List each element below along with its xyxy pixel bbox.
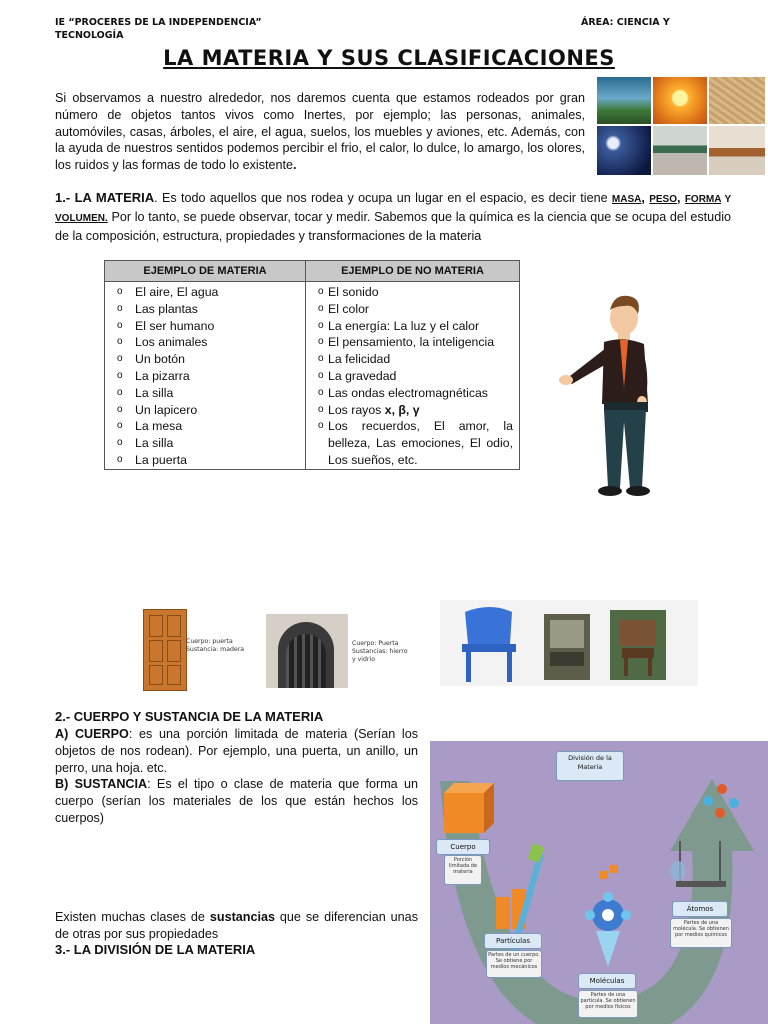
wooden-door-photo (143, 609, 187, 691)
intro-paragraph (55, 90, 585, 174)
sunset-photo (653, 77, 707, 124)
header-area-cont: TECNOLOGÍA (55, 30, 124, 41)
header-area: ÁREA: CIENCIA Y (581, 17, 670, 28)
iron-door-photo (266, 614, 348, 688)
cuerpo-note: Porción limitada de materia (444, 855, 482, 885)
list-item: o Un lapicero (105, 402, 305, 419)
dining-room-photo (709, 126, 765, 175)
intro-end: . (293, 158, 297, 173)
list-item: o La felicidad (306, 351, 513, 368)
sustancias-post: que se diferencian unas de otras por sus propiedades (55, 910, 418, 941)
sand-photo (709, 77, 765, 124)
term-masa: MASA (611, 194, 642, 205)
sustancia-text: : Es el tipo o clase de materia que forma un cuerpo (serían los materiales de los que están hechos los cuerpos) (55, 777, 418, 825)
rayos-symbols: x, β, γ (384, 402, 420, 417)
caption-line: Sustancia: madera (186, 646, 245, 653)
list-item: o El pensamiento, la inteligencia (306, 334, 513, 351)
sustancia-paragraph (55, 776, 418, 826)
col-materia-header: EJEMPLO DE MATERIA (105, 261, 306, 282)
division-diagram (430, 741, 768, 1024)
term-peso: PESO (649, 194, 677, 205)
col-no-materia-header: EJEMPLO DE NO MATERIA (306, 261, 520, 282)
sep2: , (677, 191, 685, 205)
list-item: o El color (306, 301, 513, 318)
section1-paragraph (55, 190, 731, 244)
cuerpo-paragraph (55, 726, 418, 776)
sustancias-pre: Existen muchas clases de (55, 910, 210, 924)
page-title: LA MATERIA Y SUS CLASIFICACIONES (163, 46, 615, 70)
list-item: o Un botón (105, 351, 305, 368)
wooden-door-caption (186, 638, 244, 654)
diagram-title: División de la Materia (556, 751, 624, 781)
list-item (306, 402, 513, 419)
cuerpo-text: : es una porción limitada de materia (Serían los objetos de nos rodean). Por ejemplo, una puerta, un anillo, un perro, una hoja. etc. (55, 727, 418, 775)
caption-line: Cuerpo: Puerta (352, 640, 399, 647)
moleculas-label-box: Moléculas (578, 973, 636, 989)
section3-heading: 3.- LA DIVISIÓN DE LA MATERIA (55, 942, 256, 957)
atomos-label-box: Átomos (672, 901, 728, 917)
list-item: o La puerta (105, 452, 305, 469)
materia-cell (105, 282, 306, 470)
list-item: o La gravedad (306, 368, 513, 385)
caption-line: Cuerpo: puerta (186, 638, 233, 645)
section1-text-b: Por lo tanto, se puede observar, tocar y medir. Sabemos que la química es la ciencia que se ocupa del estudio de la composición, estructura, propiedades y transformaciones de la materia (55, 209, 731, 243)
section1-text-a: . Es todo aquellos que nos rodea y ocupa un lugar en el espacio, es decir tiene (154, 191, 612, 205)
no-materia-cell (306, 282, 520, 470)
particulas-label-box: Partículas (484, 933, 542, 949)
section2-heading: 2.- CUERPO Y SUSTANCIA DE LA MATERIA (55, 709, 324, 724)
list-item: o La mesa (105, 418, 305, 435)
iron-door-caption (352, 640, 407, 664)
section1-heading: 1.- LA MATERIA (55, 190, 155, 205)
no-materia-list (306, 284, 519, 469)
particulas-note: Partes de un cuerpo. Se obtiene por medios mecánicos (486, 950, 542, 978)
sep3: Y (721, 194, 732, 205)
intro-text: Si observamos a nuestro alrededor, nos daremos cuenta que estamos rodeados por gran número de objetos tantos vivos como Inertes, por ejemplo; las personas, animales, automóviles, casas, árboles, el aire, el agua, suelos, los muebles y aviones, etc. Además, con la ayuda de nuestros sentidos podemos percibir el frio, el calor, lo dulce, lo amargo, los olores, los ruidos y las formas de todo lo existente (55, 91, 585, 173)
materia-list (105, 284, 305, 469)
list-item: o Las ondas electromagnéticas (306, 385, 513, 402)
moleculas-note: Partes de una partícula. Se obtienen por medios físicos (578, 990, 638, 1018)
term-forma: FORMA (684, 194, 722, 205)
list-item: o El aire, El agua (105, 284, 305, 301)
moon-photo (597, 126, 651, 175)
nature-photo-collage (597, 77, 765, 175)
list-item: o La silla (105, 385, 305, 402)
list-item: o El sonido (306, 284, 513, 301)
examples-table (104, 260, 520, 470)
list-item: o El ser humano (105, 318, 305, 335)
list-item: o La pizarra (105, 368, 305, 385)
cartoon-man-illustration (558, 292, 658, 500)
chairs-photo-strip (440, 600, 698, 686)
sustancias-paragraph (55, 909, 418, 943)
cuerpo-label-box: Cuerpo (436, 839, 490, 855)
header-school: IE “PROCERES DE LA INDEPENDENCIA” (55, 17, 262, 28)
sustancia-label: B) SUSTANCIA (55, 777, 148, 791)
sustancias-bold: sustancias (209, 910, 275, 924)
caption-line: y vidrio (352, 656, 375, 663)
list-item: o Los recuerdos, El amor, la belleza, Las emociones, El odio, Los sueños, etc. (306, 418, 513, 468)
sep1: , (641, 191, 650, 205)
list-item: o La energía: La luz y el calor (306, 318, 513, 335)
list-item: o Los animales (105, 334, 305, 351)
rayos-text: Los rayos (328, 402, 385, 417)
term-volumen: VOLUMEN. (55, 212, 108, 224)
cuerpo-label: A) CUERPO (55, 727, 129, 741)
lake-photo (597, 77, 651, 124)
list-item: o La silla (105, 435, 305, 452)
list-item: o Las plantas (105, 301, 305, 318)
classroom-photo (653, 126, 707, 175)
caption-line: Sustancias: hierro (352, 648, 408, 655)
atomos-note: Partes de una molécula. Se obtienen por medios químicos (670, 918, 732, 948)
